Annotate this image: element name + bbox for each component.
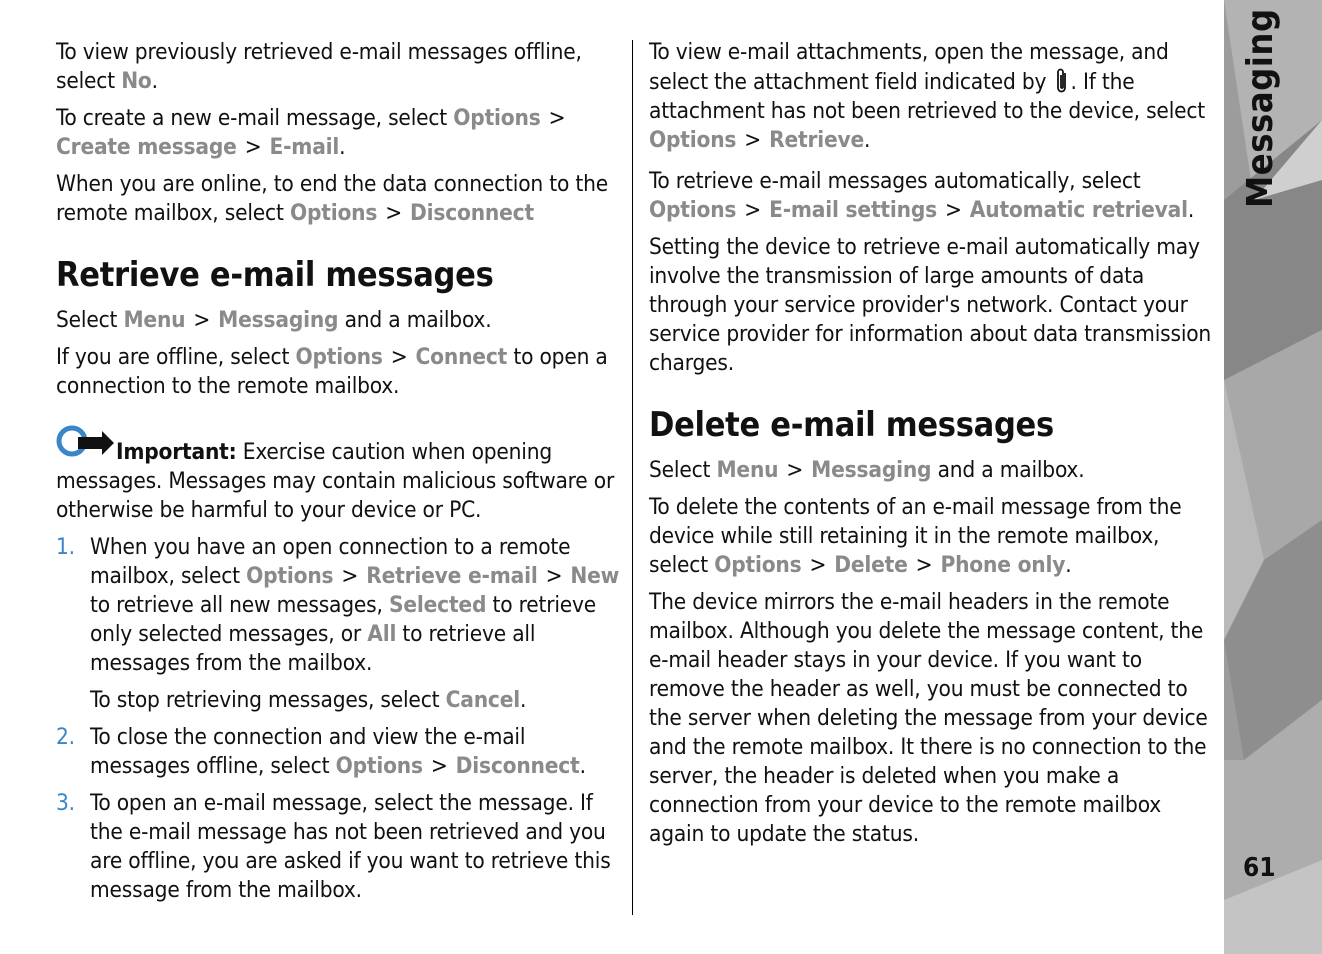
path-separator: > (809, 552, 827, 578)
text: . (579, 753, 586, 779)
paragraph-headers: The device mirrors the e-mail headers in the remote mailbox. Although you delete the message content, the e-mail header stays in your device. If you want to remove the header as well, you must be connected to the server when deleting the message from your device and the remote mailbox. It there is no connection to the server, the header is deleted when you make a connection from your device to the remote mailbox again to update the status. (649, 589, 1208, 847)
ui-option-email: E-mail (269, 134, 340, 160)
text: To create a new e-mail message, select (56, 105, 454, 131)
page-number: 61 (1243, 853, 1276, 883)
paragraph-delete-contents (649, 493, 1217, 580)
ui-option-cancel: Cancel (445, 687, 520, 713)
paragraph-offline (56, 38, 620, 96)
text: To stop retrieving messages, select (90, 687, 446, 713)
list-item (56, 789, 620, 905)
paragraph-create-message (56, 104, 620, 162)
path-separator: > (786, 457, 804, 483)
ui-option-menu: Menu (716, 457, 779, 483)
paragraph-auto-retrieve (649, 167, 1217, 225)
list-subparagraph (90, 686, 620, 715)
text: Select (56, 307, 124, 333)
ui-option-delete: Delete (834, 552, 908, 578)
ui-option-new: New (570, 563, 620, 589)
path-separator: > (545, 563, 563, 589)
ui-option-messaging: Messaging (218, 307, 339, 333)
text: . (864, 127, 871, 153)
important-label: Important: (116, 439, 237, 465)
ui-option-disconnect: Disconnect (455, 753, 580, 779)
ui-option-options: Options (649, 127, 737, 153)
paperclip-icon (1053, 67, 1071, 95)
ui-option-all: All (367, 621, 397, 647)
text: Select (649, 457, 717, 483)
paragraph-disconnect (56, 170, 620, 228)
text: To view previously retrieved e-mail messages offline, select (56, 39, 582, 94)
ui-option-no: No (121, 68, 152, 94)
path-separator: > (193, 307, 211, 333)
text: To view e-mail attachments, open the message, and select the attachment field indicated by (649, 39, 1169, 95)
path-separator: > (915, 552, 933, 578)
ui-option-options: Options (246, 563, 334, 589)
ui-option-retrieve: Retrieve (769, 127, 865, 153)
text: to retrieve only selected messages, or (90, 592, 597, 647)
ui-option-disconnect: Disconnect (410, 200, 534, 226)
path-separator: > (945, 197, 962, 223)
heading-delete: Delete e-mail messages (649, 405, 1054, 445)
list-number: 3. (56, 790, 75, 816)
paragraph-attachments (649, 38, 1217, 155)
text: to retrieve all messages from the mailbox. (90, 621, 536, 676)
text: . (339, 134, 346, 160)
paragraph-connect (56, 343, 620, 401)
text: . (151, 68, 158, 94)
path-separator: > (390, 344, 408, 370)
path-separator: > (744, 197, 762, 223)
ui-option-menu: Menu (123, 307, 186, 333)
ui-option-connect: Connect (415, 344, 508, 370)
text: To delete the contents of an e-mail message from the device while still retaining it in the remote mailbox, select (649, 494, 1182, 578)
ui-option-options: Options (453, 105, 541, 131)
ui-option-options: Options (649, 197, 737, 223)
steps-list (56, 533, 620, 905)
text: . If the attachment has not been retrieved to the device, select (649, 69, 1206, 124)
path-separator: > (385, 200, 402, 226)
text: and a mailbox. (931, 457, 1085, 483)
ui-option-retrieve-email: Retrieve e-mail (366, 563, 538, 589)
text: If you are offline, select (56, 344, 296, 370)
ui-option-options: Options (335, 753, 423, 779)
left-column (56, 38, 620, 913)
ui-option-options: Options (295, 344, 383, 370)
important-note (56, 423, 620, 525)
path-separator: > (548, 105, 566, 131)
path-separator: > (341, 563, 359, 589)
ui-option-selected: Selected (388, 592, 487, 618)
important-icon (56, 423, 116, 463)
paragraph-select-mailbox (649, 456, 1217, 485)
ui-option-create-message: Create message (56, 134, 237, 160)
paragraph-select-mailbox (56, 306, 620, 335)
text: To open an e-mail message, select the message. If the e-mail message has not been retrieved and you are offline, you are asked if you want to retrieve this message from the mailbox. (90, 790, 611, 903)
text: To close the connection and view the e-mail messages offline, select (90, 724, 526, 779)
path-separator: > (430, 753, 448, 779)
text: . (1187, 197, 1195, 223)
ui-option-messaging: Messaging (811, 457, 932, 483)
text: to open a connection to the remote mailbox. (56, 344, 608, 399)
text: to retrieve all new messages, (90, 592, 389, 618)
text: and a mailbox. (338, 307, 492, 333)
text: When you are online, to end the data connection to the remote mailbox, select (56, 171, 609, 226)
path-separator: > (244, 134, 262, 160)
paragraph-data-charges: Setting the device to retrieve e-mail automatically may involve the transmission of large amounts of data through your service provider's network. Contact your service provider for information about data transmission charges. (649, 234, 1212, 376)
path-separator: > (744, 127, 762, 153)
heading-retrieve: Retrieve e-mail messages (56, 255, 494, 295)
text: To retrieve e-mail messages automatically, select (649, 168, 1141, 194)
text: . (519, 687, 527, 713)
list-item (56, 533, 620, 715)
ui-option-phone-only: Phone only (940, 552, 1066, 578)
important-text: Exercise caution when opening messages. Messages may contain malicious software or otherwise be harmful to your device or PC. (56, 439, 615, 523)
text: . (1065, 552, 1072, 578)
ui-option-options: Options (714, 552, 802, 578)
ui-option-automatic-retrieval: Automatic retrieval (969, 197, 1188, 223)
list-item (56, 723, 620, 781)
right-column (649, 38, 1217, 857)
ui-option-email-settings: E-mail settings (769, 197, 937, 223)
column-divider (632, 40, 633, 915)
text: When you have an open connection to a remote mailbox, select (90, 534, 571, 589)
list-number: 1. (56, 534, 75, 560)
ui-option-options: Options (289, 200, 378, 226)
chapter-title: Messaging (1240, 8, 1281, 208)
list-number: 2. (56, 724, 75, 750)
